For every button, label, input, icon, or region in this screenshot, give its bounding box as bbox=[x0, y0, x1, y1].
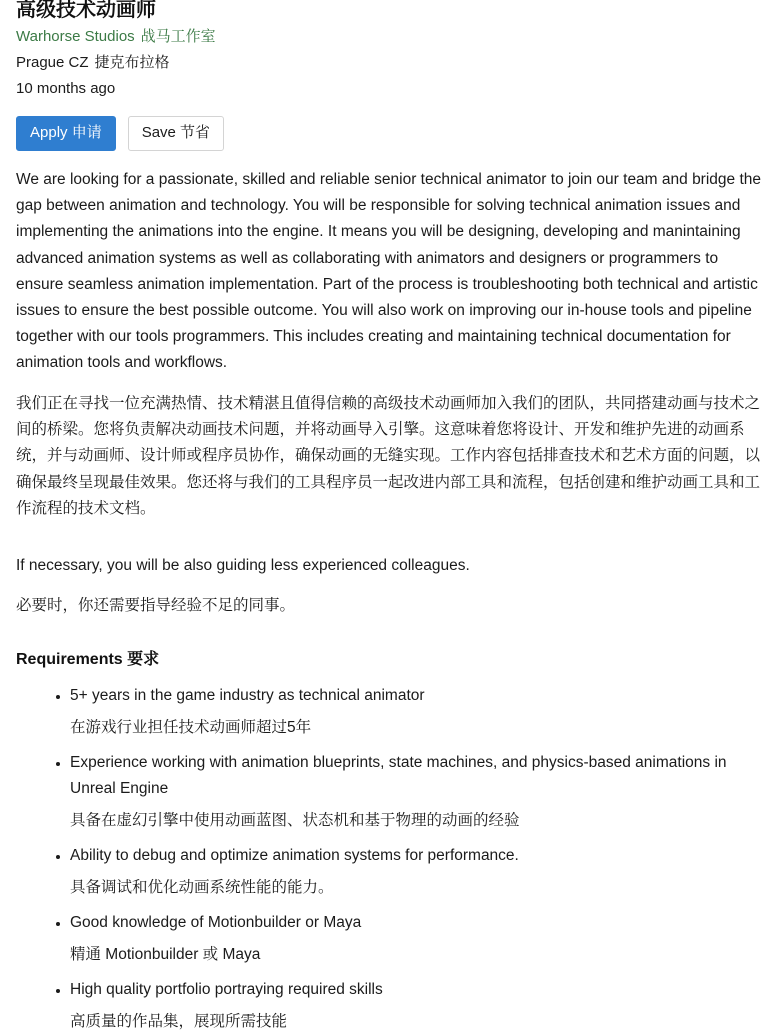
spacer bbox=[16, 619, 766, 649]
list-item bbox=[16, 910, 766, 968]
requirement-text-cn: 具备在虚幻引擎中使用动画蓝图、状态机和基于物理的动画的经验 bbox=[70, 812, 520, 830]
list-item bbox=[16, 843, 766, 901]
apply-button[interactable]: Apply 申请 bbox=[16, 116, 116, 151]
requirement-text-en: 5+ years in the game industry as technical animator bbox=[70, 687, 425, 705]
spacer bbox=[16, 523, 766, 553]
requirements-heading: Requirements 要求 bbox=[16, 651, 160, 669]
requirements-list bbox=[16, 683, 766, 1035]
location-line bbox=[16, 50, 766, 76]
list-item bbox=[16, 750, 766, 834]
requirement-text-en: Ability to debug and optimize animation systems for performance. bbox=[70, 847, 519, 865]
requirement-text-en: High quality portfolio portraying required skills bbox=[70, 981, 383, 999]
requirement-text-cn: 高质量的作品集，展现所需技能 bbox=[70, 1013, 288, 1031]
spacer bbox=[16, 377, 766, 391]
spacer bbox=[16, 579, 766, 593]
description-note-en: If necessary, you will be also guiding less experienced colleagues. bbox=[16, 556, 470, 574]
requirement-text-cn: 具备调试和优化动画系统性能的能力。 bbox=[70, 879, 334, 897]
requirement-text-cn: 精通 Motionbuilder 或 Maya bbox=[70, 946, 261, 964]
company-name-cn: 战马工作室 bbox=[140, 28, 216, 45]
requirement-text-cn: 在游戏行业担任技术动画师超过5年 bbox=[70, 719, 312, 737]
description-paragraph-en: We are looking for a passionate, skilled and reliable senior technical animator to join our team and bridge the gap between animation and technology. You will be responsible for solving technical animation issues and implementing the animations into the engine. It means you will be designing, developing and manintaining advanced animation systems as well as collaborating with animators and designers or programmers to ensure seamless animation implementation. Part of the process is troubleshooting both technical and artistic issues to ensure the best possible outcome. You will also work on improving our in-house tools and pipeline together with our tools programmers. This includes creating and maintaining technical documentation for animation tools and workflows. bbox=[16, 171, 762, 372]
save-button[interactable]: Save 节省 bbox=[128, 116, 224, 151]
posted-date: 10 months ago bbox=[16, 80, 116, 97]
requirement-text-en: Good knowledge of Motionbuilder or Maya bbox=[70, 914, 362, 932]
requirement-text-en: Experience working with animation blueprints, state machines, and physics-based animations in Unreal Engine bbox=[70, 754, 727, 798]
list-item bbox=[16, 977, 766, 1035]
list-item bbox=[16, 683, 766, 741]
job-description bbox=[16, 167, 766, 1035]
action-button-row bbox=[16, 116, 766, 151]
page-title: 高级技术动画师 bbox=[16, 0, 156, 21]
description-note-cn: 必要时，你还需要指导经验不足的同事。 bbox=[16, 596, 296, 614]
company-name-en: Warhorse Studios bbox=[16, 28, 135, 45]
company-line[interactable] bbox=[16, 24, 766, 50]
location-en: Prague CZ bbox=[16, 54, 89, 71]
location-cn: 捷克布拉格 bbox=[94, 54, 170, 71]
description-paragraph-cn: 我们正在寻找一位充满热情、技术精湛且值得信赖的高级技术动画师加入我们的团队，共同搭建动画与技术之间的桥梁。您将负责解决动画技术问题，并将动画导入引擎。这意味着您将设计、开发和维护先进的动画系统，并与动画师、设计师或程序员协作，确保动画的无缝实现。工作内容包括排查技术和艺术方面的问题，以确保最终呈现最佳效果。您还将与我们的工具程序员一起改进内部工具和流程，包括创建和维护动画工具和工作流程的技术文档。 bbox=[16, 394, 761, 518]
